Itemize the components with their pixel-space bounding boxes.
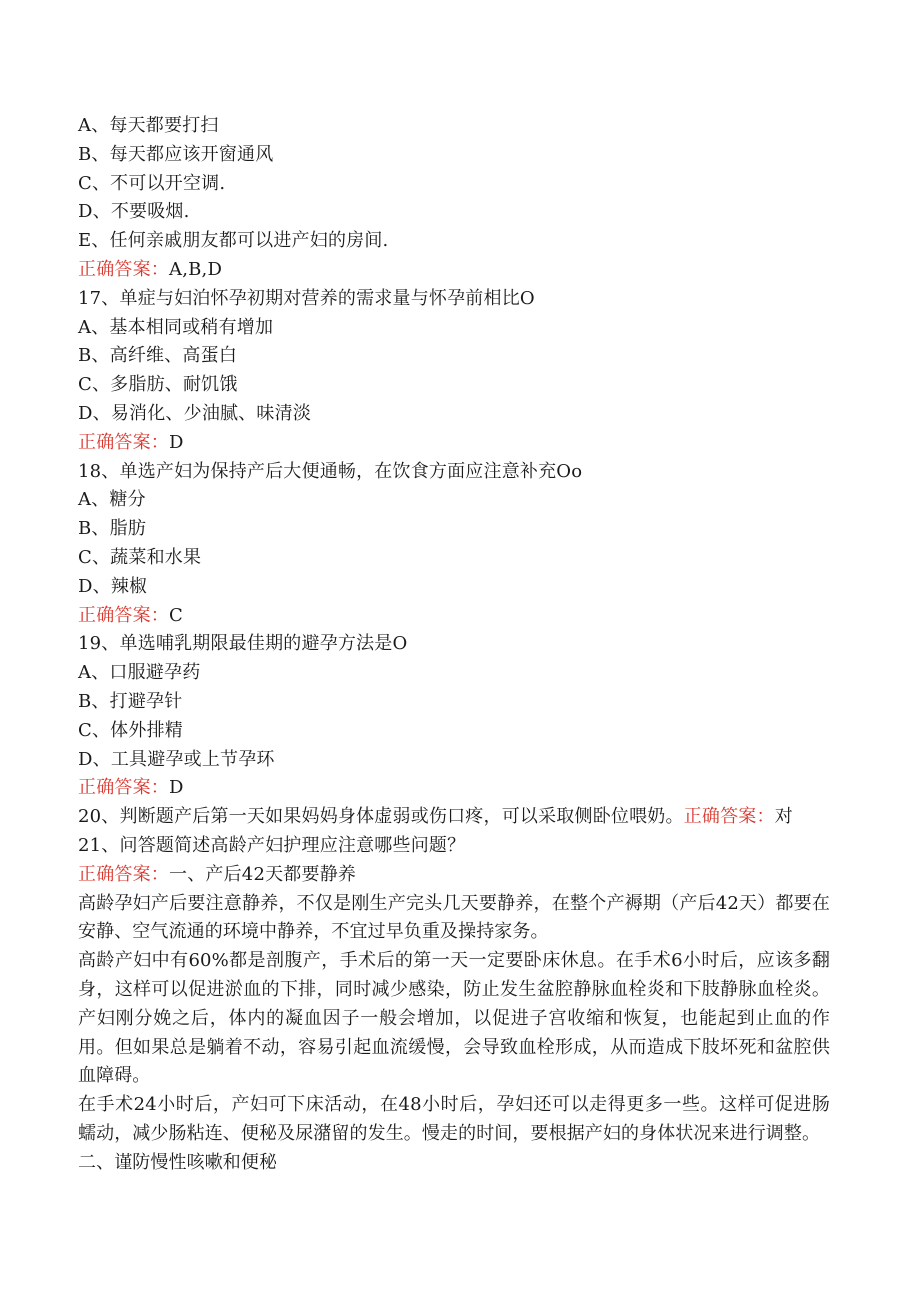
q16-answer-label: 正确答案： bbox=[78, 258, 169, 280]
q19-answer-line bbox=[78, 774, 838, 803]
q18-option-b: B、脂肪 bbox=[78, 518, 147, 540]
q21-answer-first: 一、产后42天都要静养 bbox=[169, 863, 357, 885]
q17-option-b: B、高纤维、高蛋白 bbox=[78, 345, 238, 367]
q16-option-a: A、每天都要打扫 bbox=[78, 115, 219, 136]
q20-question: 20、判断题产后第一天如果妈妈身体虚弱或伤口疼，可以采取侧卧位喂奶。 bbox=[78, 806, 684, 828]
q16-option-e: E、任何亲戚朋友都可以进产妇的房间. bbox=[78, 230, 389, 252]
q17-answer-label: 正确答案： bbox=[78, 431, 169, 453]
q17-option-a: A、基本相同或稍有增加 bbox=[78, 316, 274, 338]
q18-option-a: A、糖分 bbox=[78, 489, 146, 511]
q21-paragraph: 高龄孕妇产后要注意静养，不仅是刚生产完头几天要静养，在整个产褥期（产后42天）都要在安静、空气流通的环境中静养，不宜过早负重及操持家务。 bbox=[78, 892, 830, 943]
q17-option-d: D、易消化、少油腻、味清淡 bbox=[78, 402, 312, 424]
q17-answer-line bbox=[78, 429, 838, 458]
q20-line bbox=[78, 803, 838, 832]
q18-answer-label: 正确答案： bbox=[78, 604, 169, 626]
q19-question: 19、单选哺乳期限最佳期的避孕方法是O bbox=[78, 633, 408, 655]
q21-question: 21、问答题简述高龄产妇护理应注意哪些问题？ bbox=[78, 834, 466, 856]
q20-answer-value: 对 bbox=[774, 806, 793, 828]
q17-answer-value: D bbox=[169, 431, 184, 453]
q16-answer-line bbox=[78, 256, 838, 285]
q18-option-d: D、辣椒 bbox=[78, 575, 148, 597]
q19-answer-label: 正确答案： bbox=[78, 777, 169, 799]
q18-option-c: C、蔬菜和水果 bbox=[78, 546, 202, 568]
q16-answer-value: A,B,D bbox=[169, 258, 223, 280]
q19-option-c: C、体外排精 bbox=[78, 719, 183, 741]
q18-answer-value: C bbox=[169, 604, 183, 626]
q16-option-d: D、不要吸烟. bbox=[78, 201, 190, 223]
q16-option-c: C、不可以开空调. bbox=[78, 172, 226, 194]
q21-paragraph: 在手术24小时后，产妇可下床活动，在48小时后，孕妇还可以走得更多一些。这样可促进肠蠕动，减少肠粘连、便秘及尿潴留的发生。慢走的时间，要根据产妇的身体状况来进行调整。 bbox=[78, 1094, 830, 1144]
q18-question: 18、单选产妇为保持产后大便通畅，在饮食方面应注意补充Oo bbox=[78, 460, 583, 482]
q19-option-b: B、打避孕针 bbox=[78, 690, 183, 712]
q21-answer-label: 正确答案： bbox=[78, 863, 169, 885]
q16-option-b: B、每天都应该开窗通风 bbox=[78, 143, 274, 165]
q19-option-d: D、工具避孕或上节孕环 bbox=[78, 748, 275, 770]
q17-option-c: C、多脂肪、耐饥饿 bbox=[78, 374, 238, 396]
q21-paragraph: 高龄产妇中有60%都是剖腹产，手术后的第一天一定要卧床休息。在手术6小时后，应该多翻身，这样可以促进淤血的下排，同时减少感染，防止发生盆腔静脉血栓炎和下肢静脉血栓炎。产妇刚分娩之后，体内的凝血因子一般会增加，以促进子宫收缩和恢复，也能起到止血的作用。但如果总是躺着不动，容易引起血流缓慢，会导致血栓形成，从而造成下肢坏死和盆腔供血障碍。 bbox=[78, 950, 830, 1087]
q20-answer-label: 正确答案： bbox=[683, 806, 775, 828]
q18-answer-line bbox=[78, 602, 838, 631]
q17-question: 17、单症与妇泊怀孕初期对营养的需求量与怀孕前相比O bbox=[78, 287, 535, 309]
q21-answer-line bbox=[78, 861, 838, 890]
q21-section-heading: 二、谨防慢性咳嗽和便秘 bbox=[78, 1151, 278, 1173]
q19-option-a: A、口服避孕药 bbox=[78, 662, 201, 684]
q19-answer-value: D bbox=[169, 777, 184, 799]
document-page bbox=[78, 112, 838, 1177]
